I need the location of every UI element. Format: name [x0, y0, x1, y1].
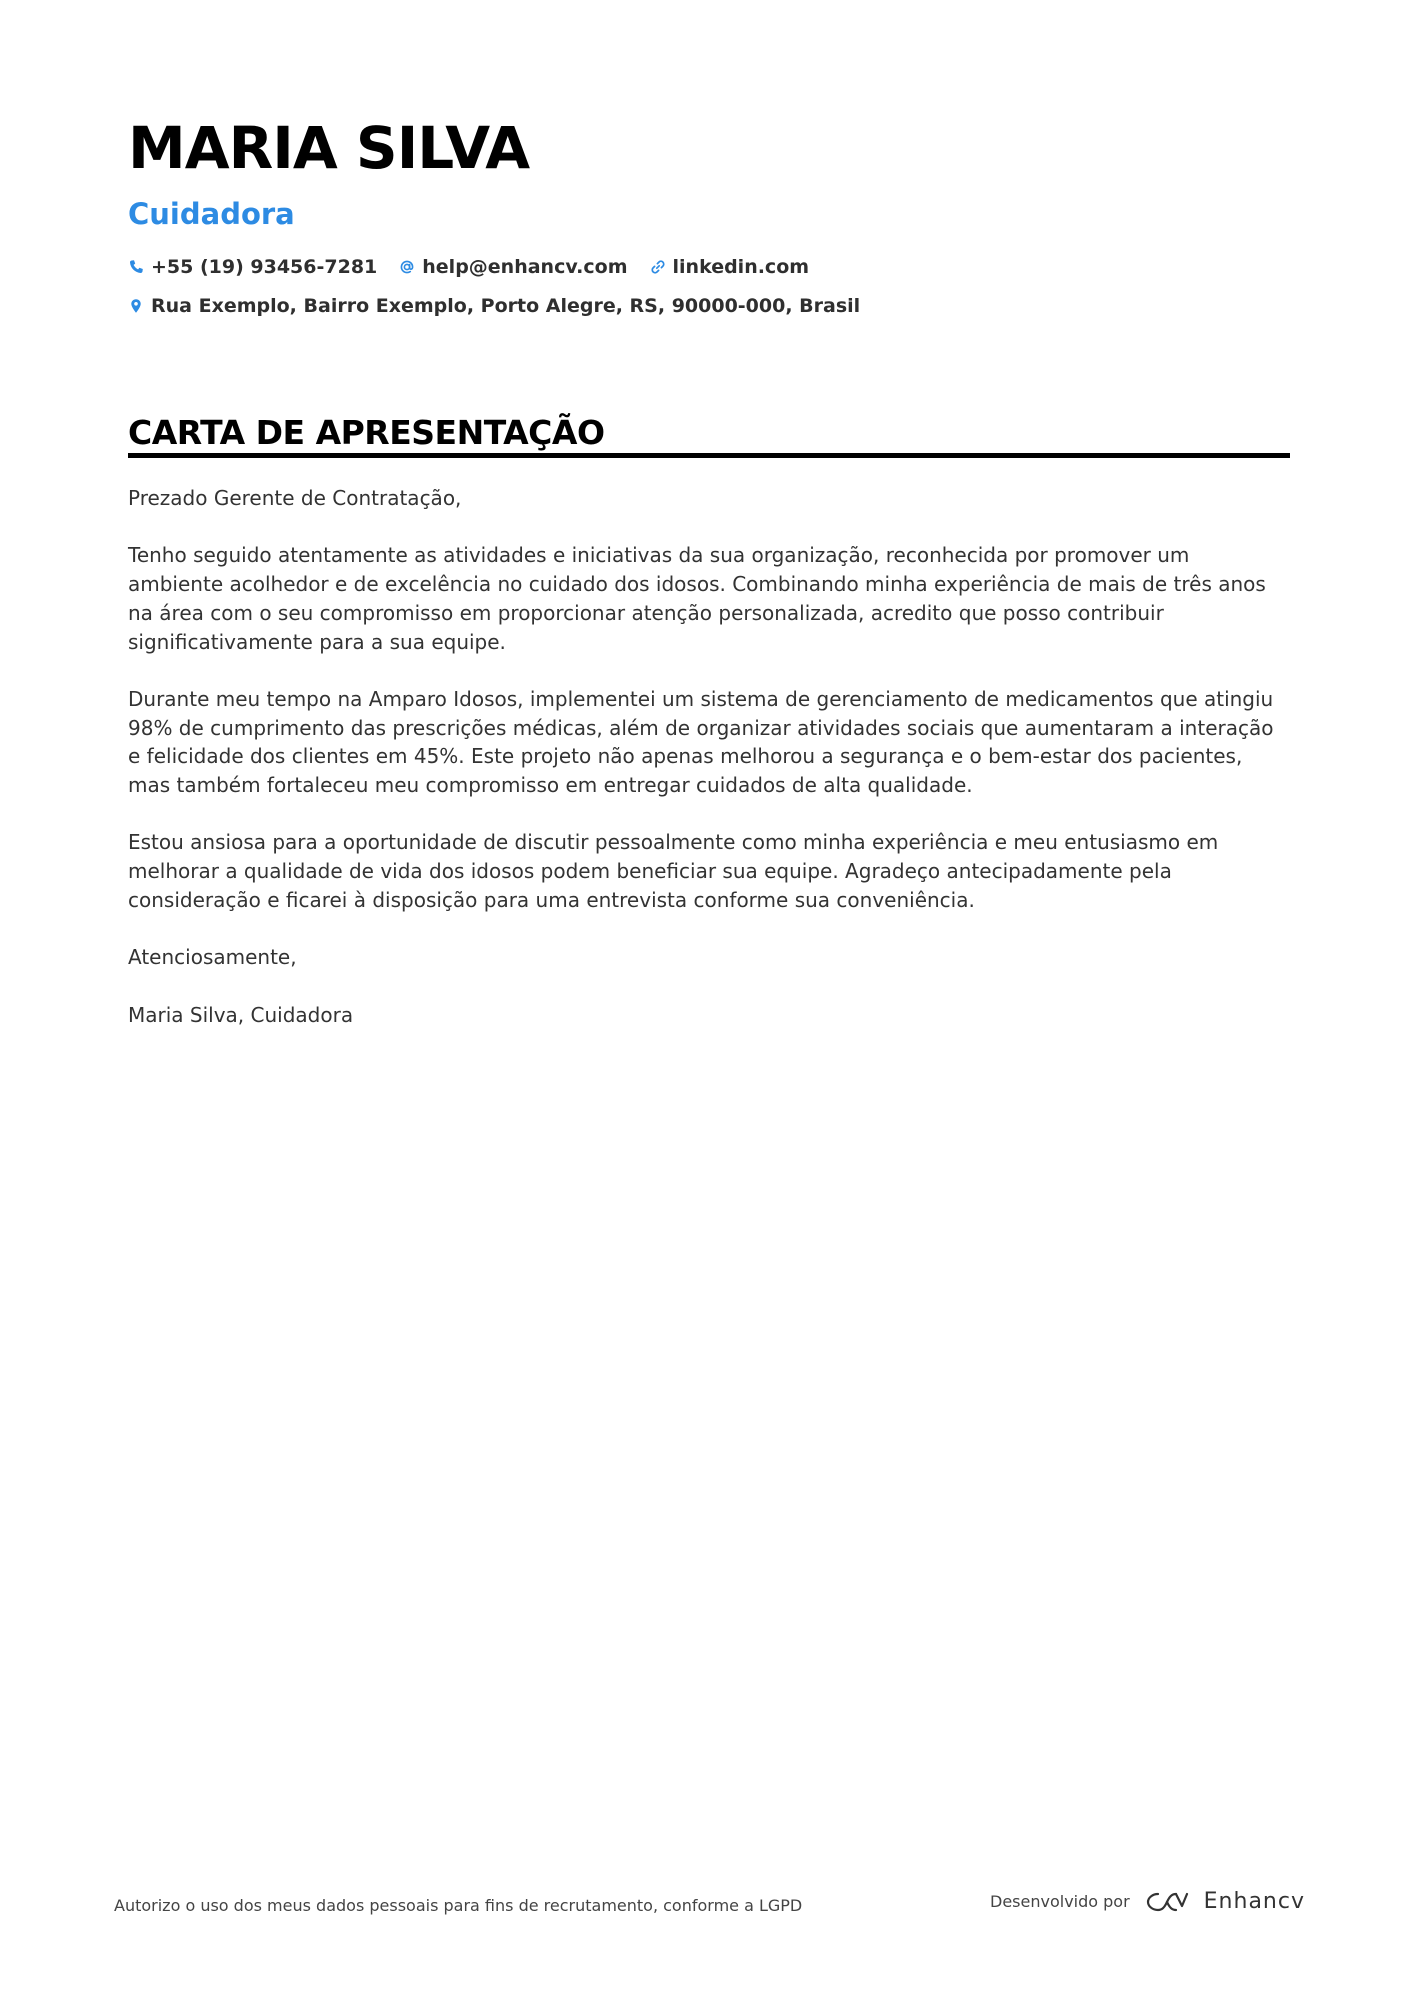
cover-letter-page: [128, 108, 1290, 1058]
section-divider: [128, 453, 1290, 458]
enhancv-logo-icon: [1144, 1889, 1190, 1915]
location-pin-icon: [128, 298, 144, 314]
contact-row-address: [128, 293, 1290, 319]
footer-consent: Autorizo o uso dos meus dados pessoais para fins de recrutamento, conforme a LGPD: [114, 1896, 803, 1915]
link-icon: [650, 259, 666, 275]
letter-paragraph-2: Durante meu tempo na Amparo Idosos, implementei um sistema de gerenciamento de medicamentos que atingiu 98% de cumprimento das prescrições médicas, além de organizar atividades sociais que aumentaram a interação e felicidade dos clientes em 45%. Este projeto não apenas melhorou a segurança e o bem-estar dos pacientes, mas também fortaleceu meu compromisso em entregar cuidados de alta qualidade.: [128, 686, 1274, 797]
candidate-name: MARIA SILVA: [128, 114, 530, 182]
contact-address: [128, 293, 860, 319]
contact-linkedin: [650, 254, 810, 280]
letter-salutation: Prezado Gerente de Contratação,: [128, 486, 462, 510]
email-text[interactable]: help@enhancv.com: [422, 256, 628, 278]
powered-by-text: Desenvolvido por: [990, 1892, 1130, 1911]
letter-signature: Maria Silva, Cuidadora: [128, 1002, 354, 1027]
footer-branding: [990, 1889, 1305, 1915]
phone-text[interactable]: +55 (19) 93456-7281: [151, 256, 378, 278]
linkedin-text[interactable]: linkedin.com: [672, 256, 810, 278]
brand-name[interactable]: Enhancv: [1203, 1889, 1305, 1914]
section-title: CARTA DE APRESENTAÇÃO: [128, 413, 605, 452]
letter-paragraph-1: Tenho seguido atentamente as atividades e iniciativas da sua organização, reconhecida por promover um ambiente acolhedor e de excelência no cuidado dos idosos. Combinando minha experiência de mais de três anos na área com o seu compromisso em proporcionar atenção personalizada, acredito que posso contribuir significativamente para a sua equipe.: [128, 543, 1266, 654]
contact-email: [399, 254, 627, 280]
letter-closing: Atenciosamente,: [128, 945, 297, 970]
letter-body: [128, 484, 1290, 1029]
contact-row-primary: [128, 254, 1290, 280]
at-icon: [399, 259, 415, 275]
letter-paragraph-3: Estou ansiosa para a oportunidade de discutir pessoalmente como minha experiência e meu entusiasmo em melhorar a qualidade de vida dos idosos podem beneficiar sua equipe. Agradeço antecipadamente pela consideração e ficarei à disposição para uma entrevista conforme sua conveniência.: [128, 830, 1219, 912]
contact-phone: [128, 254, 377, 280]
address-text: Rua Exemplo, Bairro Exemplo, Porto Alegre, RS, 90000-000, Brasil: [151, 295, 861, 317]
candidate-role: Cuidadora: [128, 197, 295, 231]
phone-icon: [128, 259, 144, 275]
